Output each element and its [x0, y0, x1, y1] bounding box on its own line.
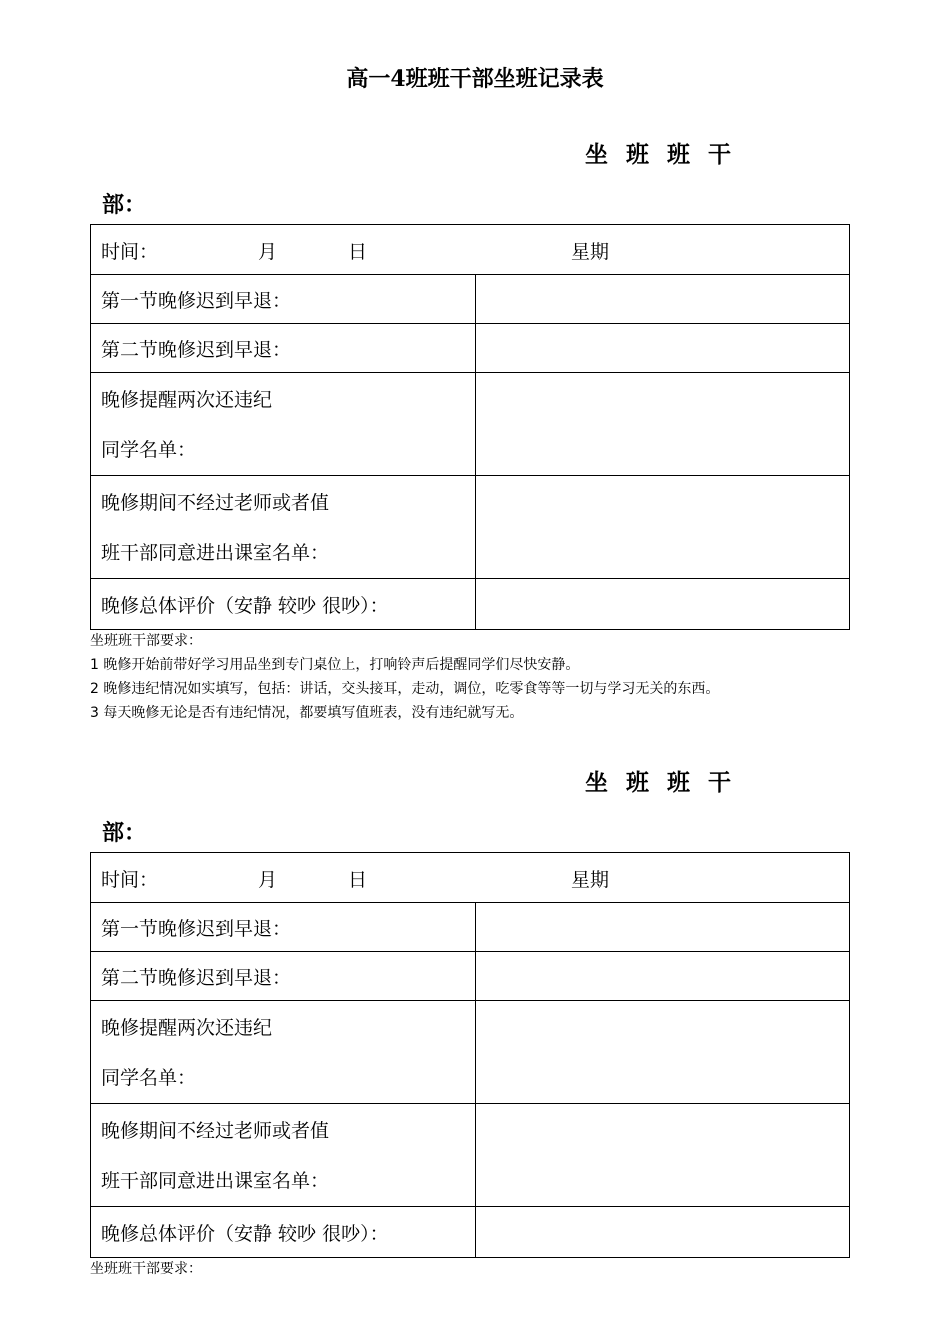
overall-label: 晚修总体评价（安静 较吵 很吵）： — [91, 579, 476, 630]
overall-field[interactable] — [476, 1207, 850, 1258]
time-row[interactable]: 时间： 月 日 星期 — [91, 225, 850, 275]
reminder-field[interactable] — [476, 373, 850, 476]
requirement-item: 3 每天晚修无论是否有违纪情况，都要填写值班表，没有违纪就写无。 — [90, 705, 524, 721]
period2-label: 第二节晚修迟到早退： — [91, 952, 476, 1001]
requirements — [90, 1257, 202, 1281]
period1-label: 第一节晚修迟到早退： — [91, 275, 476, 324]
reminder-field[interactable] — [476, 1001, 850, 1104]
duty-officer-label: 坐 班 班 干 — [585, 769, 731, 796]
requirement-item: 2 晚修违纪情况如实填写，包括：讲话，交头接耳，走动，调位，吃零食等等一切与学习无关的东西。 — [90, 681, 720, 697]
requirements-heading: 坐班班干部要求： — [90, 633, 202, 649]
period2-field[interactable] — [476, 324, 850, 373]
page-title: 高一4班班干部坐班记录表 — [346, 66, 604, 92]
period1-field[interactable] — [476, 275, 850, 324]
exit-field[interactable] — [476, 1104, 850, 1207]
exit-field[interactable] — [476, 476, 850, 579]
reminder-label: 晚修提醒两次还违纪 同学名单： — [91, 373, 476, 476]
duty-officer-label: 坐 班 班 干 — [585, 141, 731, 168]
requirements-heading: 坐班班干部要求： — [90, 1261, 202, 1277]
reminder-label: 晚修提醒两次还违纪 同学名单： — [91, 1001, 476, 1104]
exit-label: 晚修期间不经过老师或者值 班干部同意进出课室名单： — [91, 476, 476, 579]
record-table — [90, 852, 850, 1258]
period1-label: 第一节晚修迟到早退： — [91, 903, 476, 952]
overall-field[interactable] — [476, 579, 850, 630]
exit-label: 晚修期间不经过老师或者值 班干部同意进出课室名单： — [91, 1104, 476, 1207]
duty-officer-label-cont: 部： — [102, 820, 147, 846]
overall-label: 晚修总体评价（安静 较吵 很吵）： — [91, 1207, 476, 1258]
period2-label: 第二节晚修迟到早退： — [91, 324, 476, 373]
duty-officer-label-cont: 部： — [102, 192, 147, 218]
requirement-item: 1 晚修开始前带好学习用品坐到专门桌位上，打响铃声后提醒同学们尽快安静。 — [90, 657, 580, 673]
period1-field[interactable] — [476, 903, 850, 952]
time-row[interactable]: 时间： 月 日 星期 — [91, 853, 850, 903]
period2-field[interactable] — [476, 952, 850, 1001]
record-table — [90, 224, 850, 630]
requirements — [90, 629, 719, 725]
